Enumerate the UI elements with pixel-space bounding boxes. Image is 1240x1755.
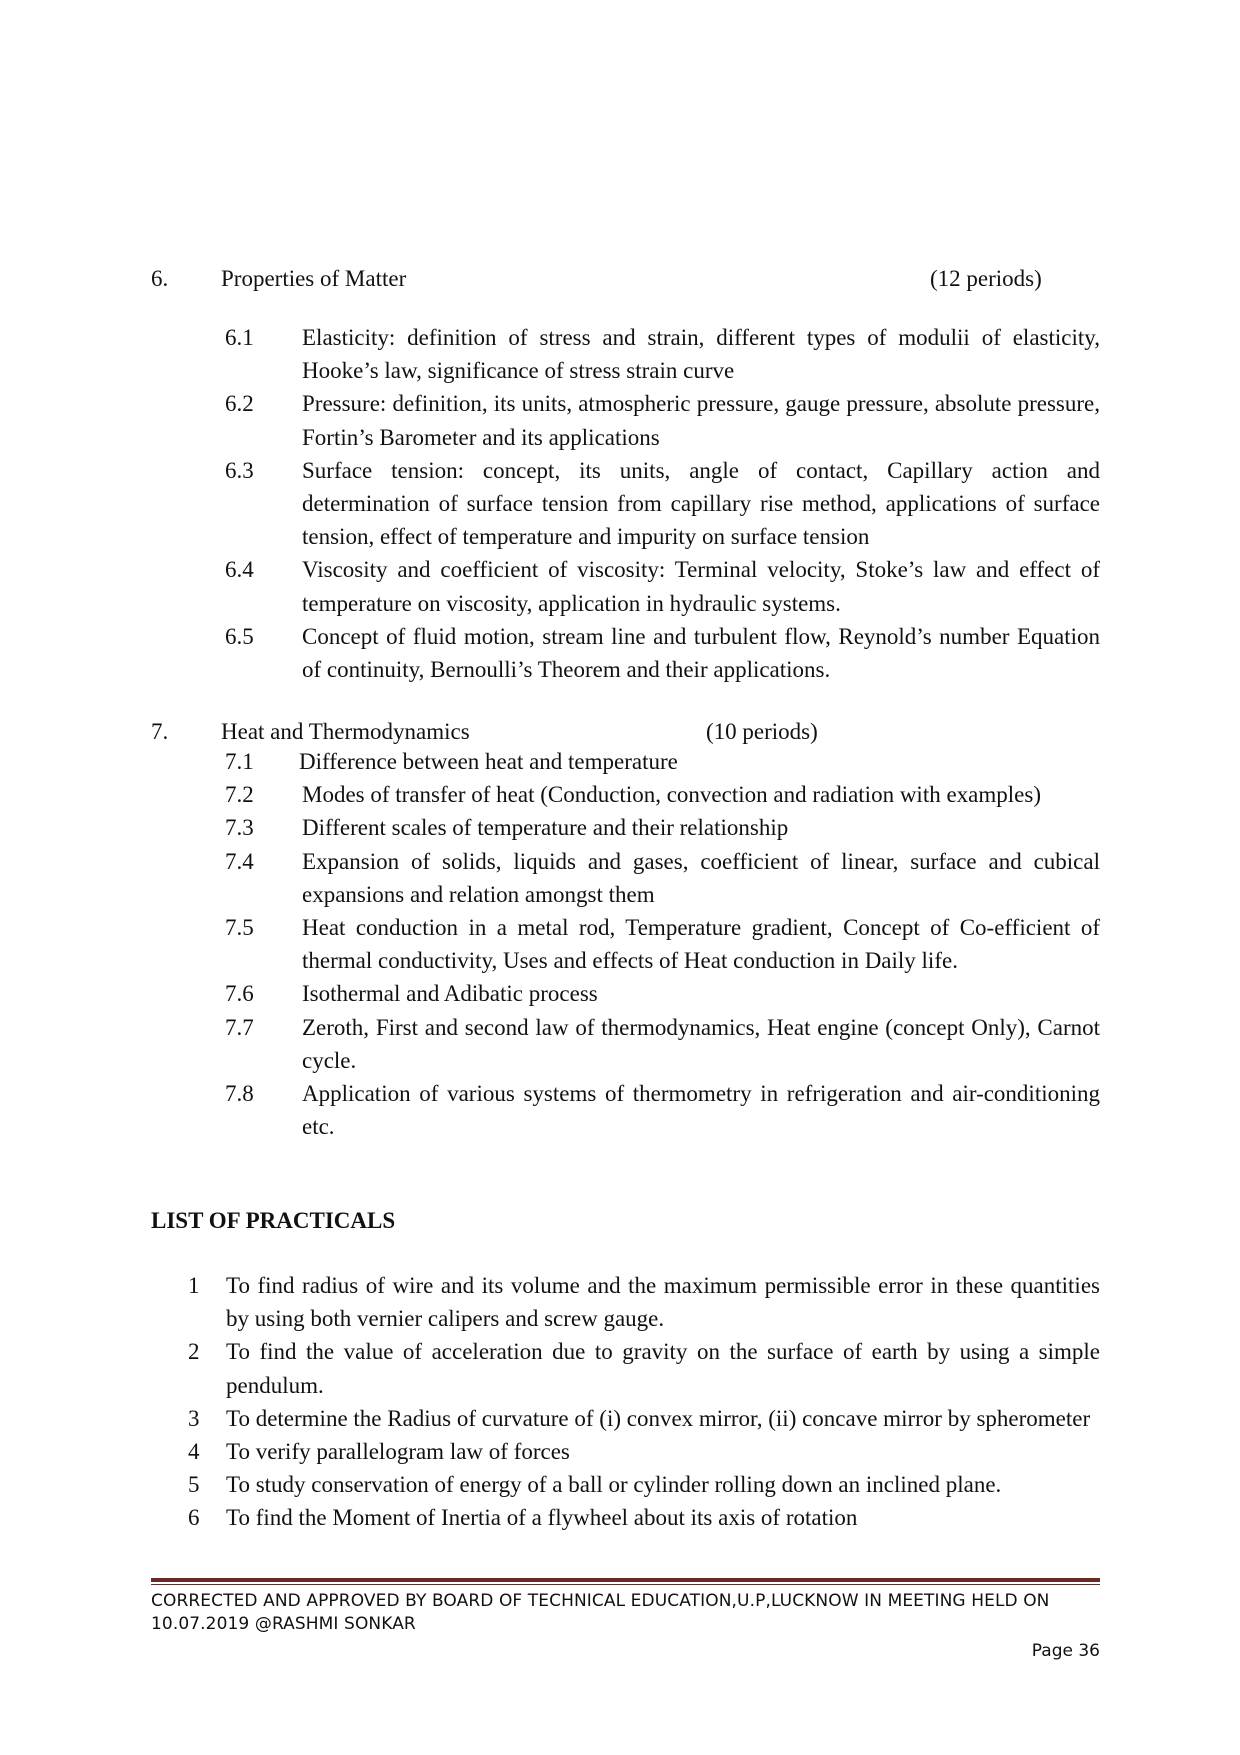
practical-text: To find the Moment of Inertia of a flywheel about its axis of rotation — [226, 1505, 858, 1531]
topic-number: 7.2 — [225, 782, 254, 808]
topic-text: Expansion of solids, liquids and gases, coefficient of linear, surface and cubical expansions and relation amongst them — [302, 848, 1100, 907]
unit-7-title: Heat and Thermodynamics — [221, 719, 470, 744]
page-number: Page 36 — [1031, 1641, 1100, 1661]
practicals-heading: LIST OF PRACTICALS — [151, 1208, 396, 1233]
topic-text: Zeroth, First and second law of thermodynamics, Heat engine (concept Only), Carnot cycle. — [302, 1014, 1100, 1073]
practical-text: To find radius of wire and its volume and the maximum permissible error in these quantities by using both vernier calipers and screw gauge. — [226, 1273, 1100, 1332]
topic-number: 7.7 — [225, 1014, 254, 1040]
topic-item — [225, 1011, 1100, 1077]
practical-item — [170, 1468, 1100, 1501]
practical-item — [170, 1435, 1100, 1468]
topic-number: 7.4 — [225, 848, 254, 874]
topic-text: Concept of fluid motion, stream line and turbulent flow, Reynold’s number Equation of continuity, Bernoulli’s Theorem and their applications. — [302, 623, 1100, 683]
unit-6-number: 6. — [151, 266, 169, 291]
practical-number: 6 — [188, 1505, 200, 1531]
practical-text: To find the value of acceleration due to gravity on the surface of earth by using a simple pendulum. — [226, 1339, 1100, 1398]
practical-item — [170, 1402, 1100, 1435]
topic-text: Different scales of temperature and their relationship — [302, 815, 789, 841]
topic-text: Application of various systems of thermometry in refrigeration and air-conditioning etc. — [302, 1081, 1100, 1140]
topic-item — [225, 845, 1100, 911]
topic-text: Modes of transfer of heat (Conduction, convection and radiation with examples) — [302, 782, 1041, 808]
practical-text: To verify parallelogram law of forces — [226, 1439, 570, 1465]
topic-text: Viscosity and coefficient of viscosity: Terminal velocity, Stoke’s law and effect of temperature on viscosity, application in hydraulic systems. — [302, 557, 1100, 616]
topic-number: 6.1 — [225, 325, 254, 350]
topic-number: 7.5 — [225, 915, 254, 941]
practicals-list — [170, 1269, 1100, 1535]
topic-number: 7.3 — [225, 815, 254, 841]
topic-number: 6.3 — [225, 457, 254, 483]
topic-item — [225, 553, 1100, 619]
topic-item — [225, 977, 1100, 1010]
topic-text: Elasticity: definition of stress and strain, different types of modulii of elasticity, Hooke’s law, significance of stress strain curve — [302, 325, 1100, 384]
practical-item — [170, 1269, 1100, 1335]
footer-rule-thin — [151, 1584, 1100, 1585]
topic-number: 7.6 — [225, 981, 254, 1007]
unit-7-number: 7. — [151, 719, 169, 744]
unit-7-topic-list — [225, 745, 1100, 1143]
topic-number: 7.8 — [225, 1081, 254, 1107]
topic-item — [225, 321, 1100, 387]
practical-text: To study conservation of energy of a ball or cylinder rolling down an inclined plane. — [226, 1472, 1002, 1498]
footer-approval-note: CORRECTED AND APPROVED BY BOARD OF TECHNICAL EDUCATION,U.P,LUCKNOW IN MEETING HELD ON 10.07.2019 @RASHMI SONKAR — [151, 1591, 1050, 1634]
practical-text: To determine the Radius of curvature of (i) convex mirror, (ii) concave mirror by spherometer — [226, 1405, 1091, 1431]
topic-text: Heat conduction in a metal rod, Temperature gradient, Concept of Co-efficient of thermal conductivity, Uses and effects of Heat conduction in Daily life. — [302, 915, 1100, 974]
topic-item — [225, 778, 1100, 811]
topic-text: Difference between heat and temperature — [299, 749, 678, 774]
topic-text: Isothermal and Adibatic process — [302, 981, 598, 1007]
topic-item — [225, 811, 1100, 844]
topic-item — [225, 745, 1100, 778]
topic-number: 6.2 — [225, 391, 254, 417]
topic-item — [225, 1077, 1100, 1143]
unit-6-title: Properties of Matter — [221, 266, 407, 291]
topic-item — [225, 911, 1100, 977]
practical-number: 3 — [188, 1405, 200, 1431]
practical-item — [170, 1501, 1100, 1534]
unit-7-periods: (10 periods) — [706, 719, 818, 744]
practical-number: 2 — [188, 1339, 200, 1365]
practical-number: 5 — [188, 1472, 200, 1498]
topic-number: 7.1 — [225, 749, 254, 774]
topic-item — [225, 620, 1100, 686]
topic-text: Pressure: definition, its units, atmospheric pressure, gauge pressure, absolute pressure, Fortin’s Barometer and its applications — [302, 391, 1100, 450]
footer-rule-thick — [151, 1578, 1100, 1582]
topic-text: Surface tension: concept, its units, angle of contact, Capillary action and determination of surface tension from capillary rise method, applications of surface tension, effect of temperature and impurity on surface tension — [302, 457, 1100, 550]
practical-item — [170, 1335, 1100, 1401]
unit-6-periods: (12 periods) — [930, 266, 1042, 291]
topic-item — [225, 387, 1100, 453]
practical-number: 1 — [188, 1273, 200, 1298]
topic-item — [225, 454, 1100, 554]
topic-number: 6.5 — [225, 623, 254, 649]
unit-6-topic-list — [225, 321, 1100, 686]
practical-number: 4 — [188, 1439, 200, 1465]
topic-number: 6.4 — [225, 557, 254, 583]
